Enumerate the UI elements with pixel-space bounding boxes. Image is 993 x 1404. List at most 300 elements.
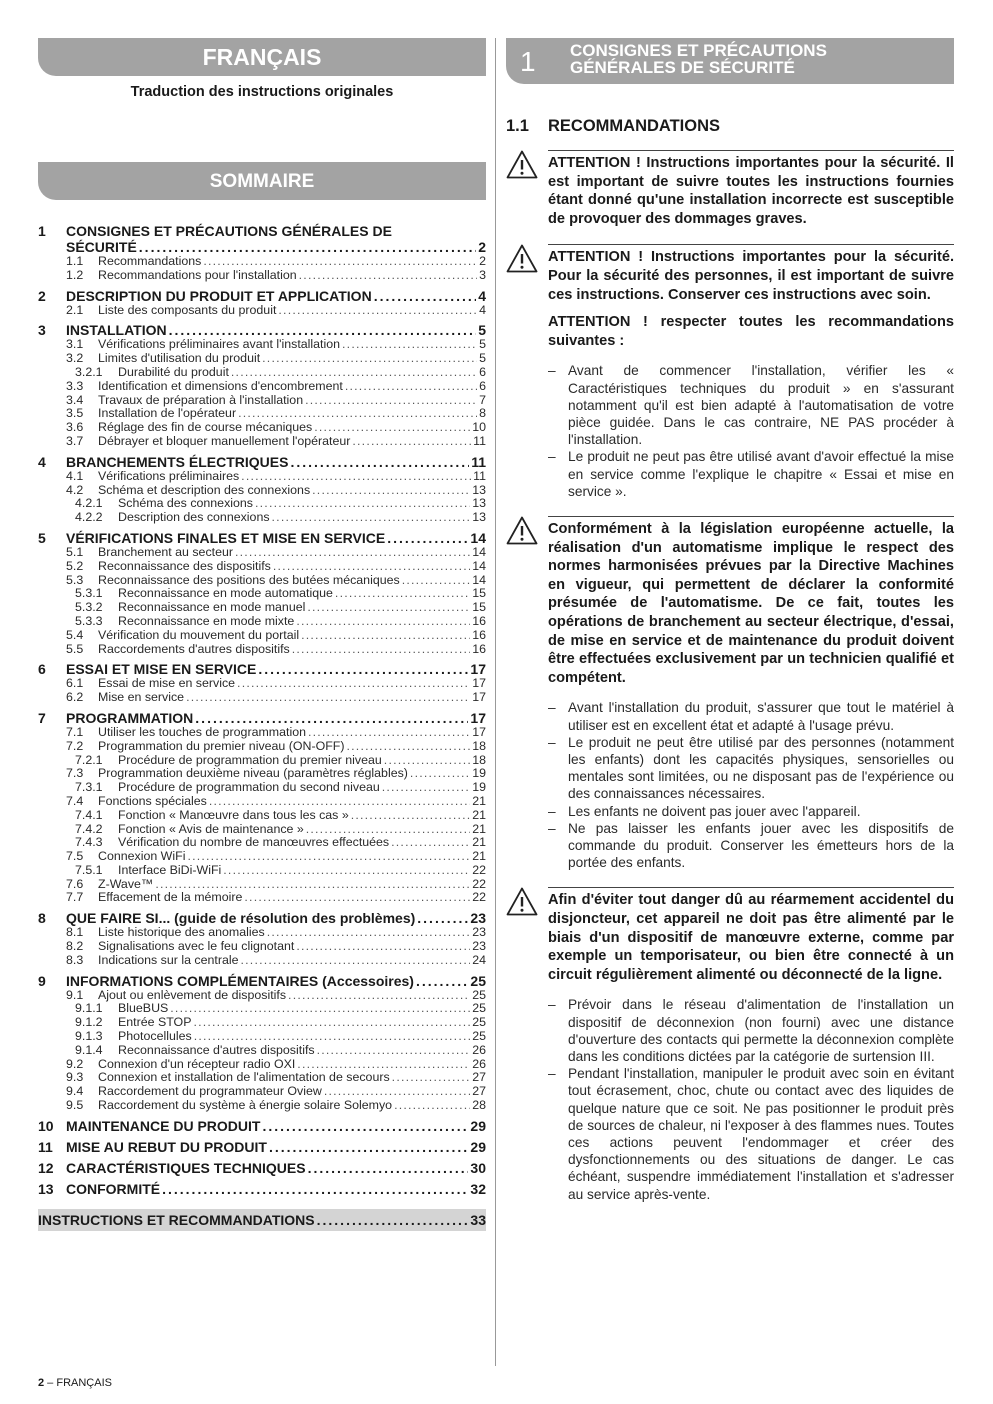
toc-subentry[interactable]: [38, 891, 486, 905]
toc-subentry-number: 5.3.3: [75, 613, 103, 628]
toc-subentry[interactable]: [38, 380, 486, 394]
toc-section: [38, 223, 486, 283]
toc-subentry-number: 3.7: [66, 433, 84, 448]
toc-subentry-number: 1.1: [66, 254, 84, 268]
toc-section: [38, 454, 486, 525]
toc-subentry-number: 7.6: [66, 876, 84, 891]
toc-subentry-number: 9.1: [66, 987, 84, 1002]
toc-subentry[interactable]: [38, 407, 486, 421]
column-divider: [495, 38, 496, 1366]
toc-subentry-page: 25: [472, 1015, 486, 1030]
toc-leader-dots: [155, 878, 470, 892]
list-item: – Le produit ne peut pas être utilisé avant d'avoir effectué la mise en service comme l'explique le chapitre « Essai et mise en service ».: [548, 448, 954, 500]
toc-subentry[interactable]: [38, 754, 486, 768]
toc-subentry-title: Ajout ou enlèvement de dispositifs: [98, 987, 287, 1002]
toc-leader-dots: [223, 864, 470, 878]
toc-subentry-page: 15: [472, 586, 486, 601]
chapter-number: 1: [520, 46, 536, 77]
page-footer: [38, 1377, 112, 1389]
toc-subentry-title: Recommandations pour l'installation: [98, 267, 297, 282]
toc-leader-dots: [262, 1118, 468, 1134]
toc-subentry-page: 10: [472, 420, 486, 435]
toc-subentry-number: 5.1: [66, 544, 84, 559]
toc-entry[interactable]: [38, 973, 486, 989]
toc-subentry[interactable]: [38, 954, 486, 968]
toc-subentry-title: Fonctions spéciales: [98, 793, 207, 808]
toc-subentry-page: 26: [472, 1056, 486, 1071]
toc-subentry-title: Fonction « Avis de maintenance »: [118, 821, 304, 836]
toc-subentry-page: 11: [473, 433, 486, 448]
toc-leader-dots: [392, 1071, 471, 1085]
toc-subentry[interactable]: [38, 940, 486, 954]
toc-subentry-title: Interface BiDi-WiFi: [118, 862, 222, 877]
warning-triangle-icon: [506, 516, 548, 871]
toc-subentry-title: Recommandations: [98, 254, 202, 268]
toc-subentry-number: 9.3: [66, 1070, 84, 1085]
toc-subentry[interactable]: [38, 574, 486, 588]
toc-subentry-page: 18: [472, 738, 486, 753]
toc-subentry-title: Reconnaissance d'autres dispositifs: [118, 1042, 315, 1057]
toc-subentry[interactable]: [38, 338, 486, 352]
toc-section: [38, 1160, 486, 1176]
toc-subentry-number: 9.2: [66, 1056, 84, 1071]
toc-subentry[interactable]: [38, 484, 486, 498]
toc-subentry-number: 8.1: [66, 925, 84, 940]
toc-subentry-number: 5.3.2: [75, 600, 103, 615]
toc-leader-dots: [209, 795, 470, 809]
toc-subentry-page: 14: [472, 544, 486, 559]
toc-entry-number: 4: [38, 453, 46, 470]
toc-entry-number: 12: [38, 1159, 54, 1176]
toc-subentry-page: 5: [479, 337, 486, 352]
toc-instructions-page: 33: [470, 1211, 486, 1228]
toc-entry-title: PROGRAMMATION: [66, 709, 194, 726]
toc-subentry-number: 9.1.4: [75, 1042, 103, 1057]
left-column: [38, 38, 486, 1231]
toc-leader-dots: [324, 1085, 470, 1099]
toc-subentry[interactable]: [38, 781, 486, 795]
toc-entry[interactable]: [38, 1160, 486, 1176]
section-title: RECOMMANDATIONS: [548, 117, 721, 135]
toc-leader-dots: [382, 781, 470, 795]
toc-leader-dots: [238, 407, 477, 421]
toc-subentry-title: Liste historique des anomalies: [98, 925, 265, 940]
toc-subentry[interactable]: [38, 1058, 486, 1072]
chapter-title-line-2: GÉNÉRALES DE SÉCURITÉ: [570, 58, 795, 77]
toc-subentry-number: 9.1.2: [75, 1015, 103, 1030]
toc-subentry-page: 22: [472, 890, 486, 905]
toc-subentry-page: 25: [472, 1001, 486, 1016]
warning-body: [548, 244, 954, 500]
warning-body: [548, 887, 954, 1202]
toc-entry-title: CONFORMITÉ: [66, 1180, 161, 1197]
toc-entry-number: 6: [38, 661, 46, 678]
toc-subentry-number: 7.2.1: [75, 752, 103, 767]
toc-subentry[interactable]: [38, 587, 486, 601]
toc-subentry-number: 7.4: [66, 793, 84, 808]
toc-subentry[interactable]: [38, 1044, 486, 1058]
toc-entry-title: BRANCHEMENTS ÉLECTRIQUES: [66, 453, 289, 470]
toc-leader-dots: [387, 530, 468, 546]
toc-subentry-number: 5.2: [66, 558, 84, 573]
toc-subentry[interactable]: [38, 864, 486, 878]
toc-leader-dots: [347, 740, 471, 754]
toc-subentry[interactable]: [38, 1002, 486, 1016]
toc-leader-dots: [342, 338, 477, 352]
toc-subentry-title: Vérifications préliminaires avant l'installation: [98, 337, 341, 352]
toc-leader-dots: [187, 850, 470, 864]
toc-leader-dots: [299, 269, 477, 283]
toc-subentry[interactable]: [38, 511, 486, 525]
toc-subentry-page: 4: [479, 302, 486, 317]
warning-block: [506, 244, 954, 500]
toc-subentry-page: 27: [472, 1084, 486, 1099]
chapter-title-line-1: CONSIGNES ET PRÉCAUTIONS: [570, 41, 827, 60]
toc-subentry-page: 17: [472, 676, 486, 691]
toc-leader-dots: [186, 691, 470, 705]
toc-subentry-title: Programmation deuxième niveau (paramètres réglables): [98, 766, 408, 781]
toc-subentry-number: 8.3: [66, 952, 84, 967]
toc-subentry-number: 5.3.1: [75, 586, 103, 601]
toc-leader-dots: [170, 1002, 470, 1016]
toc-subentry-number: 7.2: [66, 738, 84, 753]
toc-entry-title: ESSAI ET MISE EN SERVICE: [66, 661, 257, 678]
toc-leader-dots: [402, 574, 471, 588]
toc-subentry-title: Essai de mise en service: [98, 676, 236, 691]
toc-subentry[interactable]: [38, 823, 486, 837]
toc-subentry-title: Raccordements d'autres dispositifs: [98, 641, 290, 656]
toc-leader-dots: [296, 940, 470, 954]
toc-subentry[interactable]: [38, 269, 486, 283]
warning-text: Conformément à la législation européenne actuelle, la réalisation d'un automatisme implique le respect des normes harmonisées prévues par la Directive Machines en vigueur, qui permettent de déclarer la conformité présumée de l'automatisme. De ce fait, toutes les opérations de branchement au secteur électrique, d'essai, de mise en service et de maintenance du produit doivent être effectuées exclusivement par un technicien qualifié et compétent.: [548, 520, 954, 686]
toc-subentry-number: 3.3: [66, 378, 84, 393]
toc-entry[interactable]: [38, 910, 486, 926]
toc-entry-number: 11: [38, 1138, 53, 1155]
toc-subentry-number: 3.6: [66, 420, 84, 435]
toc-entry-number: 2: [38, 287, 46, 304]
chapter-title: [570, 42, 827, 76]
toc-leader-dots: [305, 394, 477, 408]
toc-subentry-title: Travaux de préparation à l'installation: [98, 392, 304, 407]
toc-subentry[interactable]: [38, 601, 486, 615]
toc-subentry-title: BlueBUS: [118, 1001, 169, 1016]
toc-leader-dots: [306, 823, 470, 837]
toc-subentry-page: 16: [472, 613, 486, 628]
list-item: – Ne pas laisser les enfants jouer avec les dispositifs de commande du produit. Conserver les émetteurs hors de la portée des enfants.: [548, 820, 954, 872]
toc-subentry[interactable]: [38, 691, 486, 705]
toc-subentry-title: Procédure de programmation du second niveau: [118, 780, 380, 795]
toc-subentry-number: 9.1.1: [75, 1001, 103, 1016]
toc-subentry-number: 7.4.3: [75, 835, 103, 850]
toc-entry-number: 3: [38, 322, 46, 339]
toc-leader-dots: [169, 322, 477, 338]
toc-leader-dots: [297, 1058, 470, 1072]
toc-instructions-entry[interactable]: [38, 1209, 486, 1231]
toc-subentry-page: 6: [479, 364, 486, 379]
toc-entry-title: MAINTENANCE DU PRODUIT: [66, 1117, 261, 1134]
toc-subentry-page: 23: [472, 925, 486, 940]
toc-subentry-page: 16: [472, 641, 486, 656]
toc-subentry[interactable]: [38, 726, 486, 740]
toc-subentry-number: 5.3: [66, 572, 84, 587]
list-item: – Avant de commencer l'installation, vérifier les « Caractéristiques techniques du produit » en s'assurant notamment qu'il est bien adapté à l'automatisation de votre pièce guidée. Dans le cas contraire, NE PAS procéder à l'installation.: [548, 362, 954, 448]
toc-entry-page: 17: [470, 709, 486, 726]
toc-subentry[interactable]: [38, 677, 486, 691]
toc-leader-dots: [278, 304, 477, 318]
toc-section: [38, 661, 486, 705]
toc-leader-dots: [308, 1160, 469, 1176]
toc-entry-title: CARACTÉRISTIQUES TECHNIQUES: [66, 1159, 306, 1176]
toc-subentry-title: Reconnaissance en mode manuel: [118, 600, 306, 615]
footer-page-number: 2: [38, 1377, 45, 1389]
toc-section: [38, 910, 486, 967]
toc-leader-dots: [301, 629, 470, 643]
toc-entry-title-cont: SÉCURITÉ: [66, 239, 137, 255]
toc-subentry-number: 3.2.1: [75, 364, 103, 379]
toc-subentry-number: 7.5: [66, 849, 84, 864]
warning-text: ATTENTION ! respecter toutes les recommandations suivantes :: [548, 314, 954, 349]
toc-subentry[interactable]: [38, 546, 486, 560]
toc-subentry-title: Identification et dimensions d'encombrement: [98, 378, 343, 393]
warning-block: [506, 150, 954, 228]
toc-subentry[interactable]: [38, 560, 486, 574]
toc-entry[interactable]: [38, 288, 486, 304]
toc-subentry-page: 8: [479, 406, 486, 421]
toc-entry-page: 11: [471, 453, 486, 470]
toc-subentry[interactable]: [38, 255, 486, 269]
toc-leader-dots: [417, 910, 468, 926]
warning-block: [506, 887, 954, 1202]
toc-subentry-number: 4.2.2: [75, 510, 103, 525]
toc-leader-dots: [391, 836, 470, 850]
toc-subentry[interactable]: [38, 497, 486, 511]
toc-subentry-page: 17: [472, 690, 486, 705]
toc-leader-dots: [314, 421, 470, 435]
toc-subentry[interactable]: [38, 421, 486, 435]
toc-section: [38, 1139, 486, 1155]
toc-entry[interactable]: [38, 1139, 486, 1155]
toc-subentry-number: 3.1: [66, 337, 84, 352]
toc-subentry-number: 3.4: [66, 392, 84, 407]
toc-subentry-title: Description des connexions: [118, 510, 270, 525]
recommendation-list: [548, 996, 954, 1202]
toc-entry[interactable]: [38, 454, 486, 470]
toc-subentry-title: Connexion et installation de l'alimentation de secours: [98, 1070, 390, 1085]
toc-leader-dots: [292, 643, 470, 657]
toc-entry-page: 25: [470, 972, 486, 989]
toc-subentry[interactable]: [38, 304, 486, 318]
toc-subentry-title: Liste des composants du produit: [98, 302, 277, 317]
toc-subentry[interactable]: [38, 615, 486, 629]
toc-subentry-title: Signalisations avec le feu clignotant: [98, 939, 295, 954]
toc-entry-title: QUE FAIRE SI... (guide de résolution des problèmes): [66, 910, 416, 927]
warning-body: [548, 150, 954, 228]
toc-subentry[interactable]: [38, 394, 486, 408]
toc-subentry-number: 1.2: [66, 267, 84, 282]
toc-subentry-title: Reconnaissance en mode mixte: [118, 613, 295, 628]
toc-entry-title: CONSIGNES ET PRÉCAUTIONS GÉNÉRALES DE: [66, 223, 392, 239]
toc-leader-dots: [345, 380, 477, 394]
toc-subentry[interactable]: [38, 836, 486, 850]
toc-subentry-number: 3.5: [66, 406, 84, 421]
toc-subentry[interactable]: [38, 1099, 486, 1113]
toc-subentry-page: 11: [473, 468, 486, 483]
toc-subentry-page: 21: [472, 835, 486, 850]
toc-subentry-page: 19: [472, 766, 486, 781]
toc-subentry-page: 25: [472, 1029, 486, 1044]
warning-text: ATTENTION ! Instructions importantes pour la sécurité. Il est important de suivre toutes les instructions fournies étant donné qu'une installation incorrecte est susceptible de provoquer des dommages graves.: [548, 155, 954, 227]
toc-leader-dots: [312, 484, 470, 498]
toc-subentry[interactable]: [38, 1085, 486, 1099]
toc-entry-number: 9: [38, 972, 46, 989]
section-number: 1.1: [506, 117, 529, 135]
toc-entry-number: 10: [38, 1117, 54, 1134]
toc-subentry[interactable]: [38, 795, 486, 809]
toc-leader-dots: [308, 726, 470, 740]
toc-subentry-title: Schéma et description des connexions: [98, 482, 311, 497]
toc-subentry-title: Mise en service: [98, 690, 185, 705]
toc-subentry-title: Procédure de programmation du premier niveau: [118, 752, 382, 767]
toc-entry-number: 13: [38, 1180, 54, 1197]
toc-subentry-number: 7.4.2: [75, 821, 103, 836]
toc-leader-dots: [351, 809, 470, 823]
toc-subentry-number: 6.2: [66, 690, 84, 705]
toc-subentry-page: 17: [472, 724, 486, 739]
toc-entry[interactable]: [38, 1181, 486, 1197]
section-heading: [506, 117, 954, 136]
toc-section: [38, 1118, 486, 1134]
toc-subentry-page: 21: [472, 807, 486, 822]
toc-subentry[interactable]: [38, 1071, 486, 1085]
right-column: [506, 38, 954, 1203]
toc-subentry-number: 6.1: [66, 676, 84, 691]
toc-leader-dots: [203, 255, 477, 269]
toc-subentry[interactable]: [38, 1016, 486, 1030]
toc-entry-page: 2: [478, 239, 486, 255]
toc-leader-dots: [374, 288, 477, 304]
toc-subentry-number: 9.4: [66, 1084, 84, 1099]
toc-leader-dots: [352, 435, 471, 449]
toc-entry[interactable]: [38, 710, 486, 726]
toc-subentry-page: 16: [472, 627, 486, 642]
toc-subentry[interactable]: [38, 850, 486, 864]
toc-subentry-page: 13: [472, 510, 486, 525]
toc-subentry[interactable]: [38, 926, 486, 940]
recommendation-list: [548, 699, 954, 871]
toc-leader-dots: [241, 954, 471, 968]
toc-subentry-title: Connexion d'un récepteur radio OXI: [98, 1056, 296, 1071]
toc-subentry-page: 28: [472, 1098, 486, 1113]
toc-subentry-page: 19: [472, 780, 486, 795]
toc-entry[interactable]: [38, 322, 486, 338]
toc-subentry-number: 7.5.1: [75, 862, 103, 877]
toc-leader-dots: [139, 239, 476, 255]
toc-subentry-page: 18: [472, 752, 486, 767]
toc-subentry-page: 13: [472, 496, 486, 511]
toc-subentry[interactable]: [38, 366, 486, 380]
footer-label: – FRANÇAIS: [44, 1377, 112, 1389]
toc-entry-title: INSTALLATION: [66, 322, 167, 339]
toc-leader-dots: [296, 615, 470, 629]
toc-subentry[interactable]: [38, 470, 486, 484]
toc-entry[interactable]: [38, 239, 486, 255]
toc-subentry[interactable]: [38, 878, 486, 892]
toc-entry-number: 8: [38, 910, 46, 927]
toc-subentry[interactable]: [38, 629, 486, 643]
toc-subentry-title: Débrayer et bloquer manuellement l'opérateur: [98, 433, 351, 448]
toc-entry-title: MISE AU REBUT DU PRODUIT: [66, 1138, 267, 1155]
toc-entry-number: 5: [38, 529, 46, 546]
toc-entry[interactable]: [38, 530, 486, 546]
toc-subentry-number: 5.5: [66, 641, 84, 656]
toc-entry-heading[interactable]: [38, 223, 486, 239]
toc-subentry-page: 21: [472, 849, 486, 864]
warning-triangle-icon: [506, 244, 548, 500]
toc-leader-dots: [231, 366, 477, 380]
toc-leader-dots: [262, 352, 477, 366]
toc-subentry-page: 2: [479, 254, 486, 268]
toc-subentry[interactable]: [38, 352, 486, 366]
toc-entry[interactable]: [38, 661, 486, 677]
toc-subentry-title: Reconnaissance des positions des butées mécaniques: [98, 572, 400, 587]
toc-subentry-page: 21: [472, 793, 486, 808]
toc-entry-page: 29: [470, 1117, 486, 1134]
toc-subentry-number: 7.4.1: [75, 807, 103, 822]
warning-triangle-icon: [506, 887, 548, 1202]
subtitle: Traduction des instructions originales: [130, 84, 394, 100]
toc-section: [38, 288, 486, 318]
toc-leader-dots: [258, 661, 468, 677]
toc-subentry-title: Raccordement du programmateur Oview: [98, 1084, 322, 1099]
toc-leader-dots: [267, 926, 471, 940]
toc-subentry[interactable]: [38, 989, 486, 1003]
toc-section: [38, 1181, 486, 1197]
warning-text: Afin d'éviter tout danger dû au réarmement accidentel du disjoncteur, cet appareil ne doit pas être alimenté par le biais d'un dispositif de manœuvre externe, comme par exemple un temporisateur, ou bien être connecté à un circuit régulièrement alimenté ou déconnecté de la ligne.: [548, 892, 954, 983]
table-of-contents: [38, 223, 486, 1197]
toc-subentry-title: Installation de l'opérateur: [98, 406, 237, 421]
toc-subentry-title: Programmation du premier niveau (ON-OFF): [98, 738, 345, 753]
toc-subentry[interactable]: [38, 1030, 486, 1044]
list-item: – Pendant l'installation, manipuler le produit avec soin en évitant tout écrasement, choc, chute ou contact avec des liquides de quelque nature que ce soit. Ne pas positionner le produit près de sources de chaleur, ni l'exposer à des flammes nues. Toutes ces actions peuvent l'endommager et créer des dysfonctionnements ou des situations de danger. Le cas échéant, suspendre immédiatement l'installation et s'adresser au service après-vente.: [548, 1065, 954, 1203]
warning-block: [506, 516, 954, 871]
toc-subentry[interactable]: [38, 767, 486, 781]
toc-entry[interactable]: [38, 1118, 486, 1134]
toc-leader-dots: [273, 560, 470, 574]
toc-subentry[interactable]: [38, 435, 486, 449]
toc-entry-page: 32: [470, 1180, 486, 1197]
toc-subentry-title: Effacement de la mémoire: [98, 890, 243, 905]
toc-subentry-title: Vérifications préliminaires: [98, 468, 240, 483]
toc-entry-page: 23: [470, 910, 486, 927]
toc-subentry[interactable]: [38, 809, 486, 823]
toc-leader-dots: [317, 1044, 471, 1058]
toc-section: [38, 322, 486, 448]
recommendation-list: [548, 362, 954, 500]
toc-leader-dots: [194, 1030, 471, 1044]
toc-section: [38, 973, 486, 1113]
toc-subentry-number: 9.1.3: [75, 1029, 103, 1044]
toc-subentry[interactable]: [38, 643, 486, 657]
toc-subentry-number: 4.2.1: [75, 496, 103, 511]
toc-subentry-title: Indications sur la centrale: [98, 952, 239, 967]
toc-subentry[interactable]: [38, 740, 486, 754]
toc-subentry-title: Réglage des fin de course mécaniques: [98, 420, 313, 435]
list-item: – Le produit ne peut être utilisé par des personnes (notamment les enfants) dont les capacités physiques, sensorielles ou mentales sont limitées, ou ne disposant pas de l'expérience ou des connaissances nécessaires.: [548, 734, 954, 803]
toc-leader-dots: [241, 470, 471, 484]
toc-leader-dots: [193, 1016, 470, 1030]
toc-subentry-page: 25: [472, 987, 486, 1002]
toc-subentry-page: 14: [472, 572, 486, 587]
